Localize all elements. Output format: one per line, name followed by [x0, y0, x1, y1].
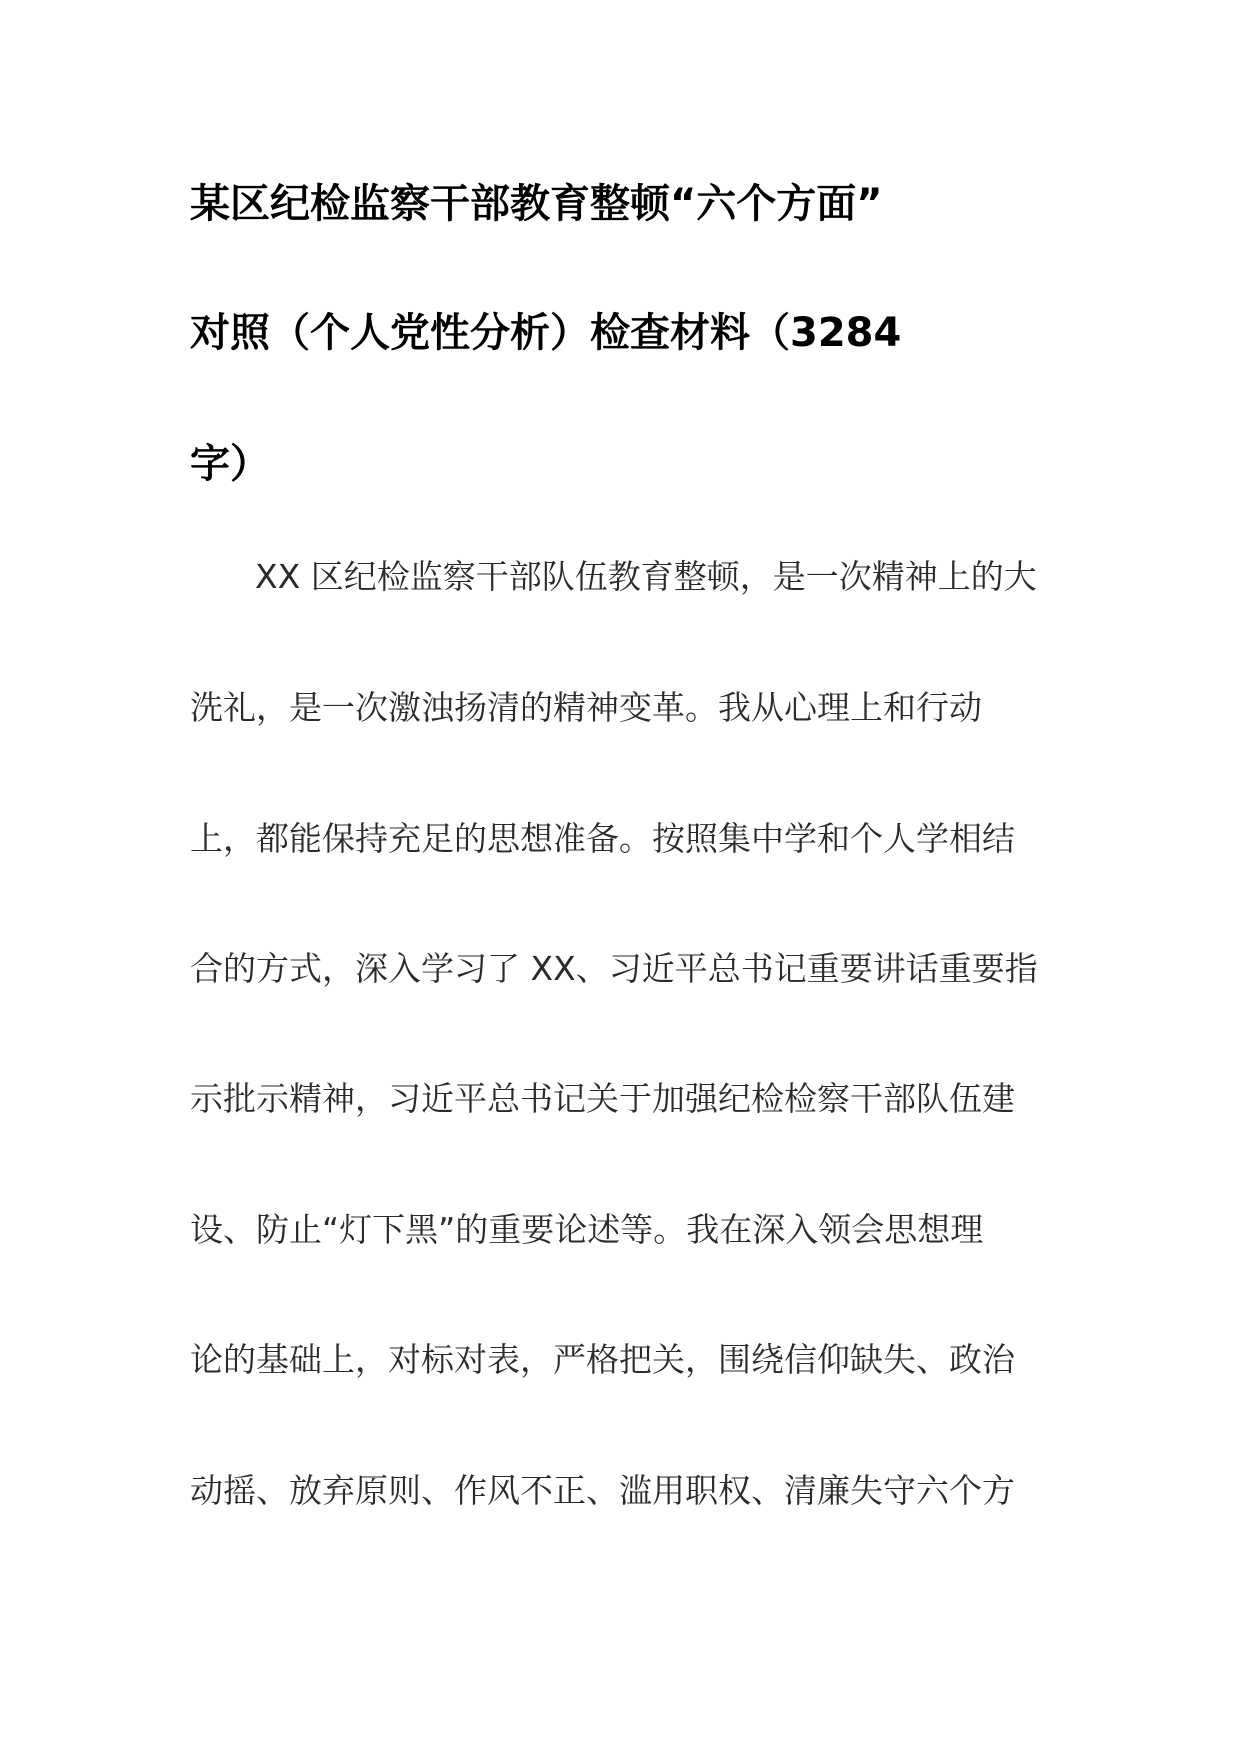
body-paragraph-line-1: XX 区纪检监察干部队伍教育整顿，是一次精神上的大 — [255, 557, 1037, 596]
document-title-line-3: 字） — [190, 441, 270, 487]
body-paragraph-line-4: 合的方式，深入学习了 XX、习近平总书记重要讲话重要指 — [190, 949, 1038, 988]
body-paragraph-line-8: 动摇、放弃原则、作风不正、滥用职权、清廉失守六个方 — [190, 1471, 1015, 1510]
body-paragraph-line-3: 上，都能保持充足的思想准备。按照集中学和个人学相结 — [190, 819, 1015, 858]
body-paragraph-line-6: 设、防止“灯下黑”的重要论述等。我在深入领会思想理 — [190, 1210, 984, 1249]
body-paragraph-line-7: 论的基础上，对标对表，严格把关，围绕信仰缺失、政治 — [190, 1340, 1015, 1379]
body-paragraph-line-2: 洗礼，是一次激浊扬清的精神变革。我从心理上和行动 — [190, 688, 982, 727]
body-paragraph-line-5: 示批示精神，习近平总书记关于加强纪检检察干部队伍建 — [190, 1079, 1015, 1118]
document-title-line-2: 对照（个人党性分析）检查材料（3284 — [190, 310, 902, 356]
document-title-line-1: 某区纪检监察干部教育整顿“六个方面” — [190, 181, 883, 227]
